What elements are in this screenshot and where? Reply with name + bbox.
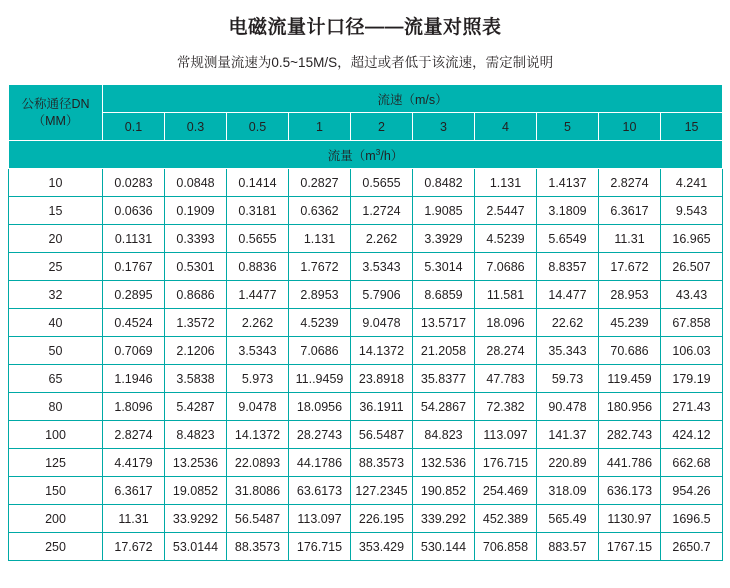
flow-value-cell: 106.03 <box>661 337 723 365</box>
speed-header-cell: 流速（m/s） <box>103 85 723 113</box>
flow-value-cell: 0.1767 <box>103 253 165 281</box>
flow-value-cell: 2.8274 <box>103 421 165 449</box>
flow-value-cell: 5.973 <box>227 365 289 393</box>
flow-value-cell: 54.2867 <box>413 393 475 421</box>
dn-value-cell: 200 <box>9 505 103 533</box>
dn-value-cell: 10 <box>9 169 103 197</box>
flow-value-cell: 3.5343 <box>227 337 289 365</box>
flow-value-cell: 0.1909 <box>165 197 227 225</box>
table-flow-unit-row <box>9 141 723 169</box>
dn-value-cell: 100 <box>9 421 103 449</box>
flow-value-cell: 1130.97 <box>599 505 661 533</box>
page-subtitle: 常规测量流速为0.5~15M/S，超过或者低于该流速，需定制说明 <box>176 55 554 70</box>
flow-value-cell: 0.4524 <box>103 309 165 337</box>
flow-value-cell: 2.262 <box>227 309 289 337</box>
flow-value-cell: 190.852 <box>413 477 475 505</box>
flow-value-cell: 7.0686 <box>475 253 537 281</box>
flow-value-cell: 17.672 <box>599 253 661 281</box>
flow-value-cell: 2.8953 <box>289 281 351 309</box>
flow-value-cell: 0.3181 <box>227 197 289 225</box>
flow-value-cell: 3.5838 <box>165 365 227 393</box>
speed-header-value: 3 <box>413 113 475 141</box>
flow-value-cell: 8.4823 <box>165 421 227 449</box>
flow-value-cell: 7.0686 <box>289 337 351 365</box>
flow-value-cell: 0.1131 <box>103 225 165 253</box>
flow-value-cell: 0.5655 <box>227 225 289 253</box>
table-row <box>9 421 723 449</box>
flow-value-cell: 2.262 <box>351 225 413 253</box>
flow-value-cell: 1.7672 <box>289 253 351 281</box>
flow-value-cell: 35.8377 <box>413 365 475 393</box>
flow-value-cell: 176.715 <box>475 449 537 477</box>
dn-value-cell: 65 <box>9 365 103 393</box>
flow-header-cell <box>9 141 723 169</box>
flow-value-cell: 180.956 <box>599 393 661 421</box>
speed-header-value: 5 <box>537 113 599 141</box>
flow-value-cell: 8.8357 <box>537 253 599 281</box>
flow-value-cell: 4.5239 <box>475 225 537 253</box>
flow-value-cell: 56.5487 <box>351 421 413 449</box>
dn-value-cell: 32 <box>9 281 103 309</box>
flow-value-cell: 18.0956 <box>289 393 351 421</box>
flow-value-cell: 8.6859 <box>413 281 475 309</box>
flow-value-cell: 6.3617 <box>103 477 165 505</box>
dn-header-line2: （MM） <box>32 113 79 128</box>
flow-value-cell: 530.144 <box>413 533 475 561</box>
flow-value-cell: 318.09 <box>537 477 599 505</box>
flow-value-cell: 0.5655 <box>351 169 413 197</box>
flow-value-cell: 1.4137 <box>537 169 599 197</box>
flow-value-cell: 0.0848 <box>165 169 227 197</box>
flow-value-cell: 72.382 <box>475 393 537 421</box>
flow-value-cell: 3.1809 <box>537 197 599 225</box>
flow-value-cell: 11.31 <box>103 505 165 533</box>
flow-value-cell: 1.131 <box>475 169 537 197</box>
flow-value-cell: 4.4179 <box>103 449 165 477</box>
flow-value-cell: 226.195 <box>351 505 413 533</box>
dn-value-cell: 25 <box>9 253 103 281</box>
flow-value-cell: 88.3573 <box>351 449 413 477</box>
dn-value-cell: 15 <box>9 197 103 225</box>
flow-value-cell: 0.0636 <box>103 197 165 225</box>
flow-value-cell: 220.89 <box>537 449 599 477</box>
flow-value-cell: 0.2895 <box>103 281 165 309</box>
flow-value-cell: 883.57 <box>537 533 599 561</box>
dn-value-cell: 40 <box>9 309 103 337</box>
dn-value-cell: 20 <box>9 225 103 253</box>
table-row <box>9 169 723 197</box>
flow-value-cell: 13.5717 <box>413 309 475 337</box>
flow-value-cell: 35.343 <box>537 337 599 365</box>
flow-value-cell: 2.5447 <box>475 197 537 225</box>
flow-value-cell: 113.097 <box>289 505 351 533</box>
flow-value-cell: 1.9085 <box>413 197 475 225</box>
flow-value-cell: 16.965 <box>661 225 723 253</box>
table-header-row-2 <box>9 113 723 141</box>
flow-value-cell: 0.8482 <box>413 169 475 197</box>
flow-value-cell: 84.823 <box>413 421 475 449</box>
flow-value-cell: 5.6549 <box>537 225 599 253</box>
table-row <box>9 533 723 561</box>
flow-value-cell: 4.241 <box>661 169 723 197</box>
flow-value-cell: 44.1786 <box>289 449 351 477</box>
flow-value-cell: 1.8096 <box>103 393 165 421</box>
flow-value-cell: 63.6173 <box>289 477 351 505</box>
flow-value-cell: 9.0478 <box>351 309 413 337</box>
flow-value-cell: 3.5343 <box>351 253 413 281</box>
flow-value-cell: 0.7069 <box>103 337 165 365</box>
flow-value-cell: 23.8918 <box>351 365 413 393</box>
flow-value-cell: 56.5487 <box>227 505 289 533</box>
flow-value-cell: 13.2536 <box>165 449 227 477</box>
flow-value-cell: 636.173 <box>599 477 661 505</box>
dn-value-cell: 250 <box>9 533 103 561</box>
flow-value-cell: 43.43 <box>661 281 723 309</box>
flow-value-cell: 424.12 <box>661 421 723 449</box>
flow-value-cell: 31.8086 <box>227 477 289 505</box>
flow-value-cell: 2.1206 <box>165 337 227 365</box>
flow-value-cell: 5.7906 <box>351 281 413 309</box>
flow-value-cell: 9.543 <box>661 197 723 225</box>
dn-value-cell: 50 <box>9 337 103 365</box>
table-row <box>9 365 723 393</box>
table-row <box>9 449 723 477</box>
flow-value-cell: 176.715 <box>289 533 351 561</box>
flow-value-cell: 53.0144 <box>165 533 227 561</box>
flow-value-cell: 254.469 <box>475 477 537 505</box>
flow-value-cell: 1.131 <box>289 225 351 253</box>
flow-value-cell: 59.73 <box>537 365 599 393</box>
flow-value-cell: 22.62 <box>537 309 599 337</box>
flow-value-cell: 0.8836 <box>227 253 289 281</box>
flow-value-cell: 47.783 <box>475 365 537 393</box>
flow-value-cell: 18.096 <box>475 309 537 337</box>
flow-value-cell: 141.37 <box>537 421 599 449</box>
flow-value-cell: 0.1414 <box>227 169 289 197</box>
flow-value-cell: 28.2743 <box>289 421 351 449</box>
flow-value-cell: 0.3393 <box>165 225 227 253</box>
table-row <box>9 225 723 253</box>
flow-value-cell: 28.274 <box>475 337 537 365</box>
flow-value-cell: 28.953 <box>599 281 661 309</box>
flow-value-cell: 127.2345 <box>351 477 413 505</box>
dn-value-cell: 125 <box>9 449 103 477</box>
flow-value-cell: 22.0893 <box>227 449 289 477</box>
flow-value-cell: 70.686 <box>599 337 661 365</box>
flow-value-cell: 0.8686 <box>165 281 227 309</box>
flow-value-cell: 452.389 <box>475 505 537 533</box>
page-title: 电磁流量计口径——流量对照表 <box>228 17 502 38</box>
flow-value-cell: 1.3572 <box>165 309 227 337</box>
dn-header-cell <box>9 85 103 141</box>
flow-header-sup: 3 <box>375 146 381 157</box>
flow-value-cell: 0.5301 <box>165 253 227 281</box>
speed-header-value: 4 <box>475 113 537 141</box>
flow-header-suffix: /h） <box>380 148 404 163</box>
flow-value-cell: 45.239 <box>599 309 661 337</box>
flow-value-cell: 88.3573 <box>227 533 289 561</box>
flow-value-cell: 36.1911 <box>351 393 413 421</box>
flow-value-cell: 271.43 <box>661 393 723 421</box>
flow-value-cell: 0.6362 <box>289 197 351 225</box>
flow-header-prefix: 流量（m <box>327 148 376 163</box>
speed-header-value: 0.1 <box>103 113 165 141</box>
flow-value-cell: 1.1946 <box>103 365 165 393</box>
flow-value-cell: 1767.15 <box>599 533 661 561</box>
speed-header-value: 0.5 <box>227 113 289 141</box>
flow-value-cell: 6.3617 <box>599 197 661 225</box>
flow-value-cell: 2.8274 <box>599 169 661 197</box>
flow-value-cell: 9.0478 <box>227 393 289 421</box>
speed-header-value: 2 <box>351 113 413 141</box>
table-row <box>9 393 723 421</box>
table-row <box>9 309 723 337</box>
flow-value-cell: 441.786 <box>599 449 661 477</box>
table-header-row-1 <box>9 85 723 113</box>
dn-header-line1: 公称通径DN <box>21 96 90 111</box>
flow-value-cell: 3.3929 <box>413 225 475 253</box>
table-row <box>9 253 723 281</box>
flow-value-cell: 5.3014 <box>413 253 475 281</box>
flow-comparison-table <box>8 84 723 561</box>
table-row <box>9 477 723 505</box>
dn-value-cell: 80 <box>9 393 103 421</box>
flow-value-cell: 21.2058 <box>413 337 475 365</box>
flow-value-cell: 2650.7 <box>661 533 723 561</box>
flow-value-cell: 14.477 <box>537 281 599 309</box>
flow-value-cell: 19.0852 <box>165 477 227 505</box>
flow-value-cell: 5.4287 <box>165 393 227 421</box>
flow-value-cell: 90.478 <box>537 393 599 421</box>
flow-value-cell: 4.5239 <box>289 309 351 337</box>
flow-value-cell: 1.4477 <box>227 281 289 309</box>
flow-value-cell: 1.2724 <box>351 197 413 225</box>
flow-value-cell: 282.743 <box>599 421 661 449</box>
flow-value-cell: 1696.5 <box>661 505 723 533</box>
flow-value-cell: 662.68 <box>661 449 723 477</box>
flow-value-cell: 11.581 <box>475 281 537 309</box>
flow-value-cell: 132.536 <box>413 449 475 477</box>
flow-value-cell: 339.292 <box>413 505 475 533</box>
flow-value-cell: 954.26 <box>661 477 723 505</box>
speed-header-value: 1 <box>289 113 351 141</box>
flow-value-cell: 11.31 <box>599 225 661 253</box>
flow-value-cell: 14.1372 <box>351 337 413 365</box>
speed-header-value: 15 <box>661 113 723 141</box>
flow-value-cell: 179.19 <box>661 365 723 393</box>
flow-value-cell: 0.2827 <box>289 169 351 197</box>
flow-value-cell: 0.0283 <box>103 169 165 197</box>
table-row <box>9 337 723 365</box>
flow-value-cell: 119.459 <box>599 365 661 393</box>
speed-header-value: 0.3 <box>165 113 227 141</box>
table-row <box>9 505 723 533</box>
dn-value-cell: 150 <box>9 477 103 505</box>
flow-value-cell: 14.1372 <box>227 421 289 449</box>
flow-value-cell: 353.429 <box>351 533 413 561</box>
flow-value-cell: 17.672 <box>103 533 165 561</box>
flow-value-cell: 706.858 <box>475 533 537 561</box>
table-row <box>9 281 723 309</box>
table-row <box>9 197 723 225</box>
flow-value-cell: 11..9459 <box>289 365 351 393</box>
flow-value-cell: 67.858 <box>661 309 723 337</box>
flow-value-cell: 26.507 <box>661 253 723 281</box>
speed-header-value: 10 <box>599 113 661 141</box>
flow-value-cell: 113.097 <box>475 421 537 449</box>
flow-value-cell: 33.9292 <box>165 505 227 533</box>
flow-value-cell: 565.49 <box>537 505 599 533</box>
